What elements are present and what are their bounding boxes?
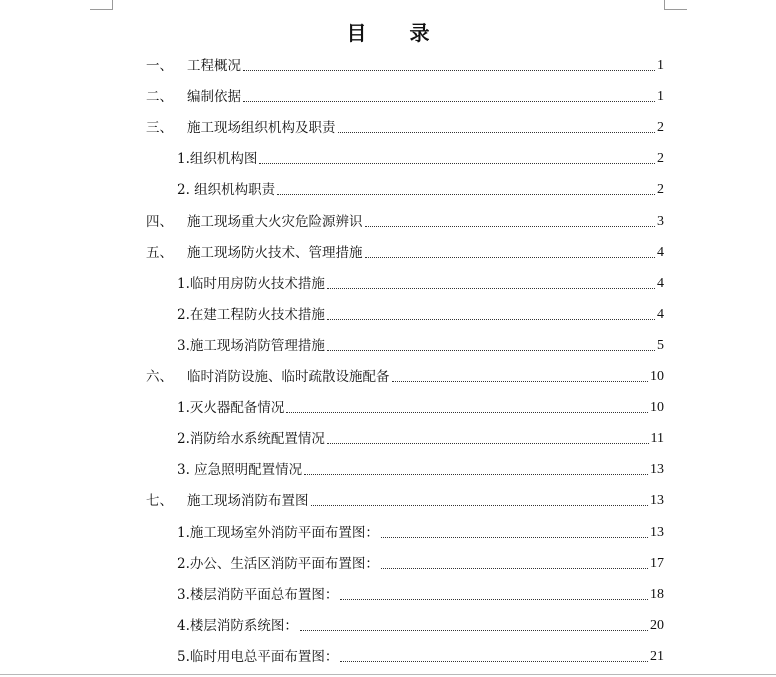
toc-entry-title: 楼层消防平面总布置图： (189, 586, 339, 603)
page-bottom-edge (0, 674, 776, 675)
toc-entry-number: 1. (177, 400, 190, 417)
toc-entry-title: 编制依据 (187, 89, 241, 106)
toc-entry-title: 消防给水系统配置情况 (189, 431, 325, 448)
toc-entry-number: 六、 (146, 369, 173, 385)
toc-entry-number: 一、 (146, 58, 173, 74)
toc-entry-title: 组织机构职责 (194, 182, 276, 199)
toc-title: 目 录 (346, 21, 448, 45)
toc-entry-title: 应急照明配置情况 (194, 462, 303, 479)
toc-entry-number: 3. (177, 586, 190, 603)
toc-entry-number: 2. (177, 431, 190, 448)
toc-entry[interactable] (146, 210, 664, 230)
toc-entry-number: 4. (177, 617, 190, 634)
toc-entry-number: 3. (177, 337, 190, 354)
toc-entry[interactable] (146, 54, 664, 74)
toc-page-number: 13 (650, 524, 664, 540)
toc-entry[interactable] (177, 583, 664, 603)
toc-entry[interactable] (177, 521, 664, 541)
toc-leader-dots (381, 537, 648, 538)
toc-entry-number: 2. (177, 306, 190, 323)
toc-leader-dots (340, 661, 648, 662)
toc-leader-dots (277, 194, 655, 195)
toc-leader-dots (327, 288, 655, 289)
toc-page-number: 3 (657, 213, 664, 229)
toc-entry[interactable] (177, 552, 664, 572)
toc-page-number: 2 (657, 151, 664, 167)
toc-leader-dots (392, 381, 649, 382)
toc-entry-title: 组织机构图 (189, 151, 258, 168)
toc-leader-dots (243, 70, 655, 71)
toc-page-number: 2 (657, 120, 664, 136)
toc-entry[interactable] (177, 303, 664, 323)
toc-entry[interactable] (177, 334, 664, 354)
toc-entry[interactable] (177, 272, 664, 292)
toc-leader-dots (259, 163, 655, 164)
toc-leader-dots (286, 412, 648, 413)
toc-page-number: 4 (657, 244, 664, 260)
toc-entry-number: 1. (177, 524, 190, 541)
toc-entry-title: 施工现场重大火灾危险源辨识 (187, 213, 363, 230)
toc-page-number: 2 (657, 182, 664, 198)
toc-entry[interactable] (146, 489, 664, 509)
toc-page-number: 1 (657, 58, 664, 73)
toc-entry-number: 5. (177, 648, 190, 665)
toc-page-number: 13 (650, 493, 664, 509)
toc-entry[interactable] (177, 396, 664, 416)
toc-page-number: 10 (650, 369, 664, 384)
toc-leader-dots (327, 350, 655, 351)
toc-entry[interactable] (146, 85, 664, 105)
toc-leader-dots (365, 257, 656, 258)
toc-page-number: 21 (650, 648, 664, 664)
toc-entry-number: 1. (177, 151, 190, 168)
crop-mark-top-left (90, 9, 112, 10)
toc-leader-dots (304, 474, 648, 475)
toc-entry-title: 施工现场防火技术、管理措施 (187, 244, 363, 261)
toc-entry[interactable] (146, 241, 664, 261)
toc-entry-title: 工程概况 (187, 58, 241, 74)
toc-entry-number: 1. (177, 275, 190, 292)
toc-leader-dots (338, 132, 656, 133)
toc-leader-dots (327, 319, 655, 320)
toc-leader-dots (311, 505, 649, 506)
toc-entry-number: 二、 (146, 89, 173, 106)
toc-page-number: 10 (650, 400, 664, 416)
toc-entry-title: 办公、生活区消防平面布置图： (189, 555, 379, 572)
toc-entry-title: 施工现场室外消防平面布置图： (189, 524, 379, 541)
toc-entry[interactable] (146, 365, 664, 385)
toc-entry[interactable] (146, 116, 664, 136)
toc-entry-number: 2. (177, 555, 190, 572)
toc-page-number: 5 (657, 337, 664, 353)
toc-page-number: 13 (650, 462, 664, 478)
toc-entry-title: 施工现场组织机构及职责 (187, 120, 336, 137)
toc-page-number: 11 (650, 431, 664, 447)
crop-mark-top-right (665, 9, 687, 10)
toc-page-number: 4 (657, 306, 664, 322)
toc-entry-number: 三、 (146, 120, 173, 137)
toc-entry[interactable] (177, 147, 664, 167)
toc-page-number: 20 (650, 617, 664, 633)
toc-page-number: 18 (650, 586, 664, 602)
toc-leader-dots (365, 226, 656, 227)
toc-entry-title: 施工现场消防管理措施 (189, 337, 325, 354)
toc-leader-dots (340, 599, 648, 600)
toc-entry[interactable] (177, 427, 664, 447)
toc-entry-title: 楼层消防系统图： (189, 617, 298, 634)
toc-entry[interactable] (177, 645, 664, 665)
toc-entry-number: 3. (177, 462, 195, 479)
toc-entry-title: 施工现场消防布置图 (187, 493, 309, 510)
toc-entry-number: 五、 (146, 244, 173, 261)
crop-mark-top-left (112, 0, 113, 10)
toc-entry-title: 临时用电总平面布置图： (189, 648, 339, 665)
toc-leader-dots (243, 101, 655, 102)
toc-page-number: 1 (657, 89, 664, 105)
toc-entry-title: 在建工程防火技术措施 (189, 306, 325, 323)
toc-entry-title: 灭火器配备情况 (189, 400, 285, 417)
toc-page-number: 4 (657, 275, 664, 291)
toc-entry[interactable] (177, 614, 664, 634)
toc-entry-title: 临时消防设施、临时疏散设施配备 (187, 369, 390, 385)
toc-entry-title: 临时用房防火技术措施 (189, 275, 325, 292)
toc-entry-number: 四、 (146, 213, 173, 230)
toc-entry-number: 七、 (146, 493, 173, 510)
toc-page-number: 17 (650, 555, 664, 571)
toc-leader-dots (327, 443, 649, 444)
toc-leader-dots (300, 630, 648, 631)
toc-entry[interactable] (177, 458, 664, 478)
toc-entry[interactable] (177, 178, 664, 198)
toc-entry-number: 2. (177, 182, 195, 199)
toc-leader-dots (381, 568, 648, 569)
